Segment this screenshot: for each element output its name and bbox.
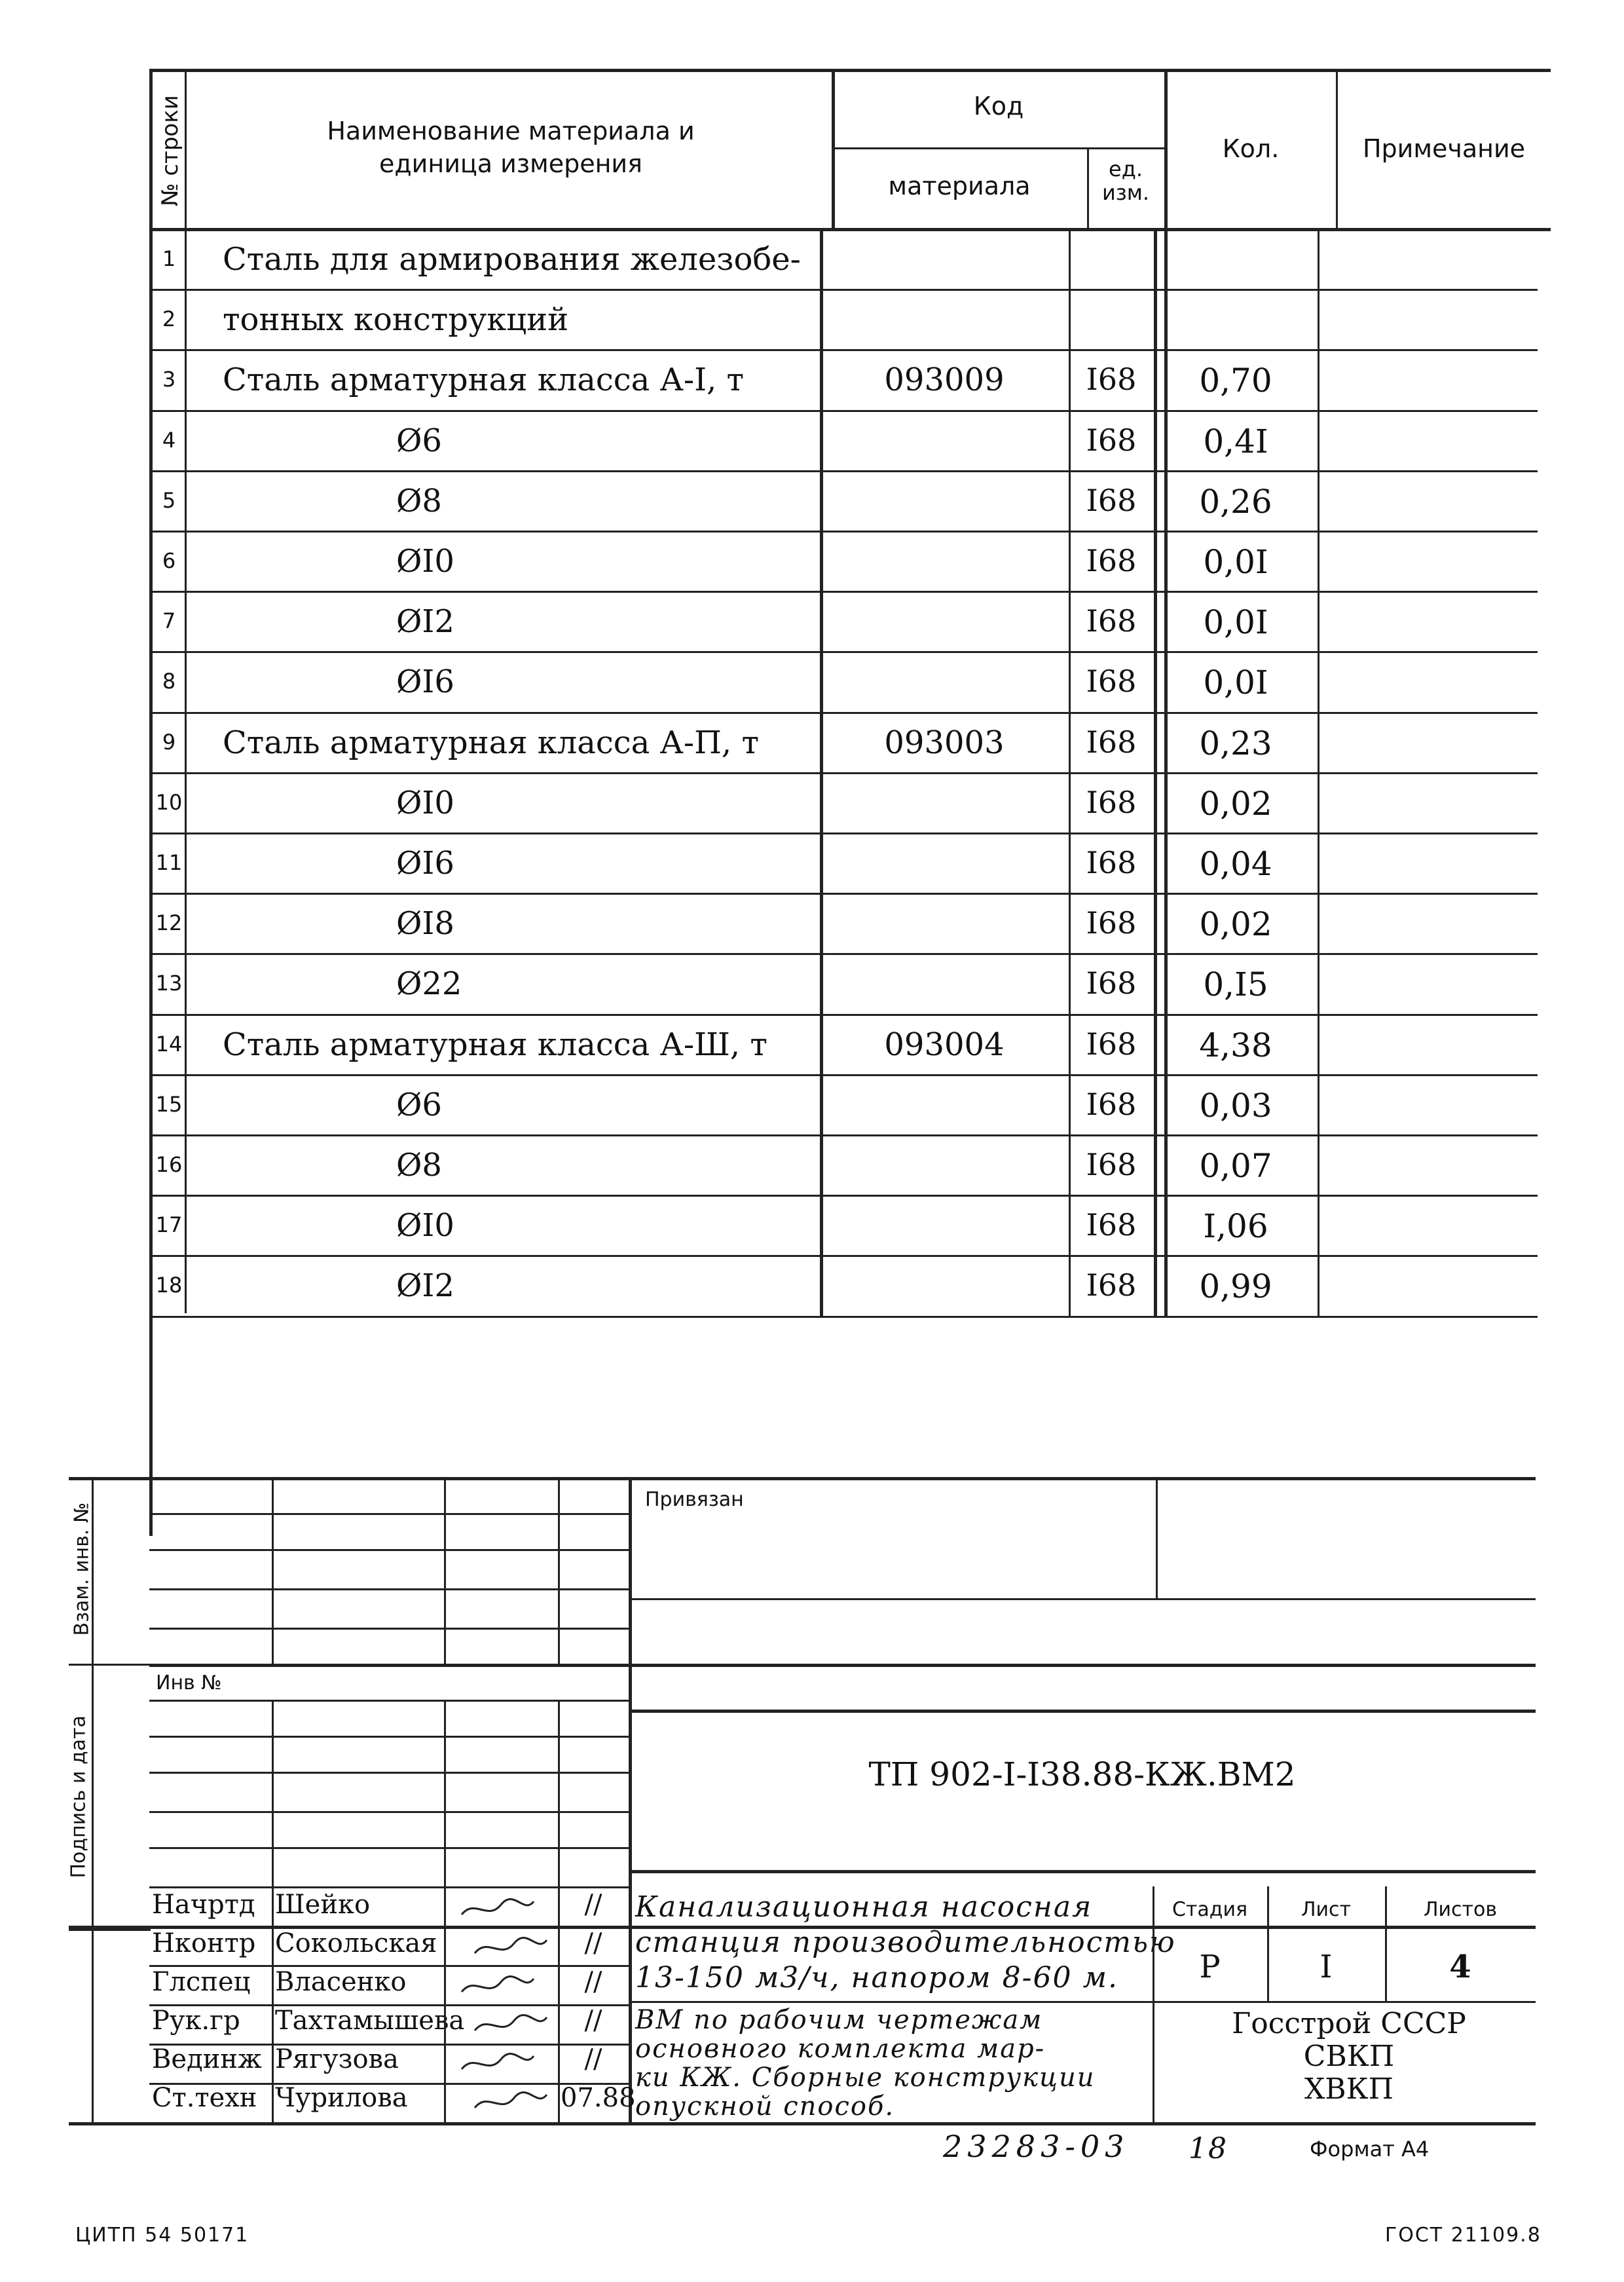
- quantity: 0,02: [1199, 905, 1272, 944]
- signer-date: //: [584, 2006, 602, 2036]
- bottom-sheet: 18: [1189, 2132, 1228, 2165]
- material-name: Ø6: [396, 422, 442, 459]
- table-row: [0, 833, 1624, 893]
- signature-mark: [471, 1934, 550, 1960]
- signer-name: Чурилова: [275, 2083, 408, 2113]
- table-row: [0, 290, 1624, 350]
- table-row: [0, 1075, 1624, 1135]
- row-number: 6: [162, 548, 176, 573]
- unit-code: I68: [1086, 664, 1137, 700]
- signature-mark: [458, 1972, 537, 1998]
- unit-code: I68: [1086, 1026, 1137, 1062]
- row-number: 11: [155, 850, 183, 875]
- quantity: 0,4I: [1203, 422, 1268, 460]
- unit-code: I68: [1086, 1086, 1137, 1122]
- signer-name: Рягузова: [275, 2044, 399, 2074]
- material-code: 093004: [884, 1026, 1005, 1063]
- table-row: [0, 591, 1624, 652]
- sheet-value: I: [1320, 1949, 1333, 1985]
- material-name: Сталь арматурная класса А-П, т: [223, 724, 759, 761]
- unit-code: I68: [1086, 1267, 1137, 1303]
- signer-name: Тахтамышева: [275, 2006, 465, 2036]
- quantity: 0,02: [1199, 784, 1272, 823]
- quantity: 4,38: [1199, 1026, 1272, 1064]
- material-name: ØI8: [396, 905, 454, 943]
- table-row: [0, 893, 1624, 954]
- signer-name: Власенко: [275, 1967, 407, 1997]
- signer-role: Нконтр: [152, 1928, 256, 1958]
- signer-role: Вединж: [152, 2044, 262, 2074]
- qty-header: Кол.: [1222, 134, 1280, 163]
- material-name: Ø6: [396, 1086, 442, 1123]
- designation: ТП 902-I-I38.88-КЖ.ВМ2: [868, 1755, 1296, 1793]
- material-name: ØI0: [396, 784, 454, 821]
- material-name: ØI2: [396, 603, 454, 641]
- signature-mark: [458, 2049, 537, 2076]
- signer-date: 07.88: [561, 2083, 636, 2113]
- note-header: Примечание: [1362, 134, 1526, 163]
- table-row: [0, 411, 1624, 471]
- signer-name: Сокольская: [275, 1928, 437, 1958]
- material-name: Ø22: [396, 965, 462, 1003]
- code-header: Код: [973, 92, 1024, 121]
- table-row: [0, 471, 1624, 531]
- row-number: 7: [162, 608, 176, 634]
- quantity: 0,0I: [1203, 603, 1268, 642]
- quantity: 0,99: [1199, 1267, 1272, 1306]
- quantity: 0,07: [1199, 1147, 1272, 1185]
- table-row: [0, 531, 1624, 591]
- material-name: ØI2: [396, 1267, 454, 1305]
- unit-code: I68: [1086, 1207, 1137, 1243]
- table-row: [0, 954, 1624, 1014]
- unit-code: I68: [1086, 905, 1137, 941]
- table-row: [0, 652, 1624, 712]
- signer-role: Глспец: [152, 1967, 251, 1997]
- row-number: 2: [162, 307, 176, 332]
- organisation: Госстрой СССР СВКП ХВКП: [1232, 2007, 1466, 2106]
- sheet-label: Лист: [1301, 1898, 1352, 1921]
- document-subtitle: ВМ по рабочим чертежам основного комплекта мар- ки КЖ. Сборные конструкции опускной способ.: [635, 2005, 1096, 2122]
- material-name: Ø8: [396, 482, 442, 519]
- quantity: 0,I5: [1203, 965, 1268, 1004]
- signer-role: Начртд: [152, 1890, 255, 1920]
- material-code: 093003: [884, 724, 1005, 761]
- unit-code: I68: [1086, 422, 1137, 458]
- signature-mark: [458, 1895, 537, 1921]
- unit-code: I68: [1086, 603, 1137, 639]
- footer-left: ЦИТП 54 50171: [75, 2224, 249, 2247]
- row-number: 5: [162, 487, 176, 513]
- bottom-number: 23283-03: [943, 2129, 1130, 2164]
- material-name: Сталь арматурная класса А-Ш, т: [223, 1026, 767, 1063]
- name-header: Наименование материала и единица измерения: [327, 117, 695, 178]
- signature-mark: [471, 2088, 550, 2114]
- material-name: ØI6: [396, 664, 454, 701]
- quantity: I,06: [1203, 1207, 1268, 1246]
- unit-code: I68: [1086, 724, 1137, 760]
- side-label-replace-inv: Взам. инв. №: [70, 1502, 94, 1636]
- table-row: [0, 229, 1624, 290]
- sheets-value: 4: [1449, 1949, 1471, 1985]
- row-number: 16: [155, 1152, 183, 1177]
- signature-mark: [471, 2011, 550, 2037]
- unit-code: I68: [1086, 1147, 1137, 1182]
- footer-right: ГОСТ 21109.8: [1385, 2224, 1541, 2247]
- quantity: 0,26: [1199, 482, 1272, 521]
- material-name: Ø8: [396, 1147, 442, 1184]
- row-number: 8: [162, 669, 176, 694]
- quantity: 0,04: [1199, 845, 1272, 883]
- row-number: 4: [162, 427, 176, 453]
- signer-date: //: [584, 1928, 602, 1958]
- row-number: 14: [155, 1031, 183, 1057]
- table-row: [0, 1135, 1624, 1195]
- table-row: [0, 350, 1624, 410]
- quantity: 0,03: [1199, 1086, 1272, 1125]
- signer-role: Ст.техн: [152, 2083, 257, 2113]
- unit-code: I68: [1086, 784, 1137, 820]
- side-label-signature-date: Подпись и дата: [67, 1715, 90, 1879]
- quantity: 0,0I: [1203, 664, 1268, 702]
- table-row: [0, 1195, 1624, 1256]
- row-number-header: № строки: [157, 95, 183, 206]
- signer-date: //: [584, 1890, 602, 1920]
- stage-label: Стадия: [1172, 1898, 1248, 1921]
- row-number: 12: [155, 910, 183, 936]
- row-number: 13: [155, 971, 183, 996]
- unit-code: I68: [1086, 965, 1137, 1001]
- code-unit-header: ед. изм.: [1101, 157, 1150, 205]
- row-number: 15: [155, 1091, 183, 1117]
- signer-date: //: [584, 1967, 602, 1997]
- quantity: 0,70: [1199, 362, 1272, 400]
- material-name: тонных конструкций: [223, 301, 569, 339]
- unit-code: I68: [1086, 845, 1137, 880]
- table-row: [0, 1015, 1624, 1075]
- code-material-header: материала: [888, 172, 1031, 200]
- material-name: Сталь для армирования железобе-: [223, 241, 801, 278]
- material-name: Сталь арматурная класса А-I, т: [223, 362, 745, 399]
- privyazan-label: Привязан: [645, 1488, 744, 1511]
- table-row: [0, 1256, 1624, 1316]
- row-number: 10: [155, 789, 183, 815]
- quantity: 0,23: [1199, 724, 1272, 762]
- row-number: 9: [162, 729, 176, 755]
- unit-code: I68: [1086, 543, 1137, 578]
- row-number: 18: [155, 1273, 183, 1298]
- material-code: 093009: [884, 362, 1005, 399]
- material-name: ØI0: [396, 543, 454, 580]
- project-title: Канализационная насосная станция производительностью 13-150 м3/ч, напором 8-60 м.: [635, 1890, 1176, 1994]
- signer-name: Шейко: [275, 1890, 371, 1920]
- material-name: ØI6: [396, 845, 454, 882]
- table-row: [0, 713, 1624, 773]
- table-row: [0, 773, 1624, 833]
- quantity: 0,0I: [1203, 543, 1268, 581]
- inv-no-label: Инв №: [156, 1672, 222, 1694]
- unit-code: I68: [1086, 482, 1137, 518]
- row-number: 17: [155, 1212, 183, 1238]
- material-name: ØI0: [396, 1207, 454, 1244]
- row-number: 3: [162, 367, 176, 392]
- stage-value: Р: [1199, 1949, 1221, 1985]
- sheets-label: Листов: [1423, 1898, 1498, 1921]
- row-number: 1: [162, 246, 176, 271]
- signer-role: Рук.гр: [152, 2006, 240, 2036]
- unit-code: I68: [1086, 362, 1137, 398]
- signer-date: //: [584, 2044, 602, 2074]
- format-label: Формат А4: [1310, 2137, 1430, 2161]
